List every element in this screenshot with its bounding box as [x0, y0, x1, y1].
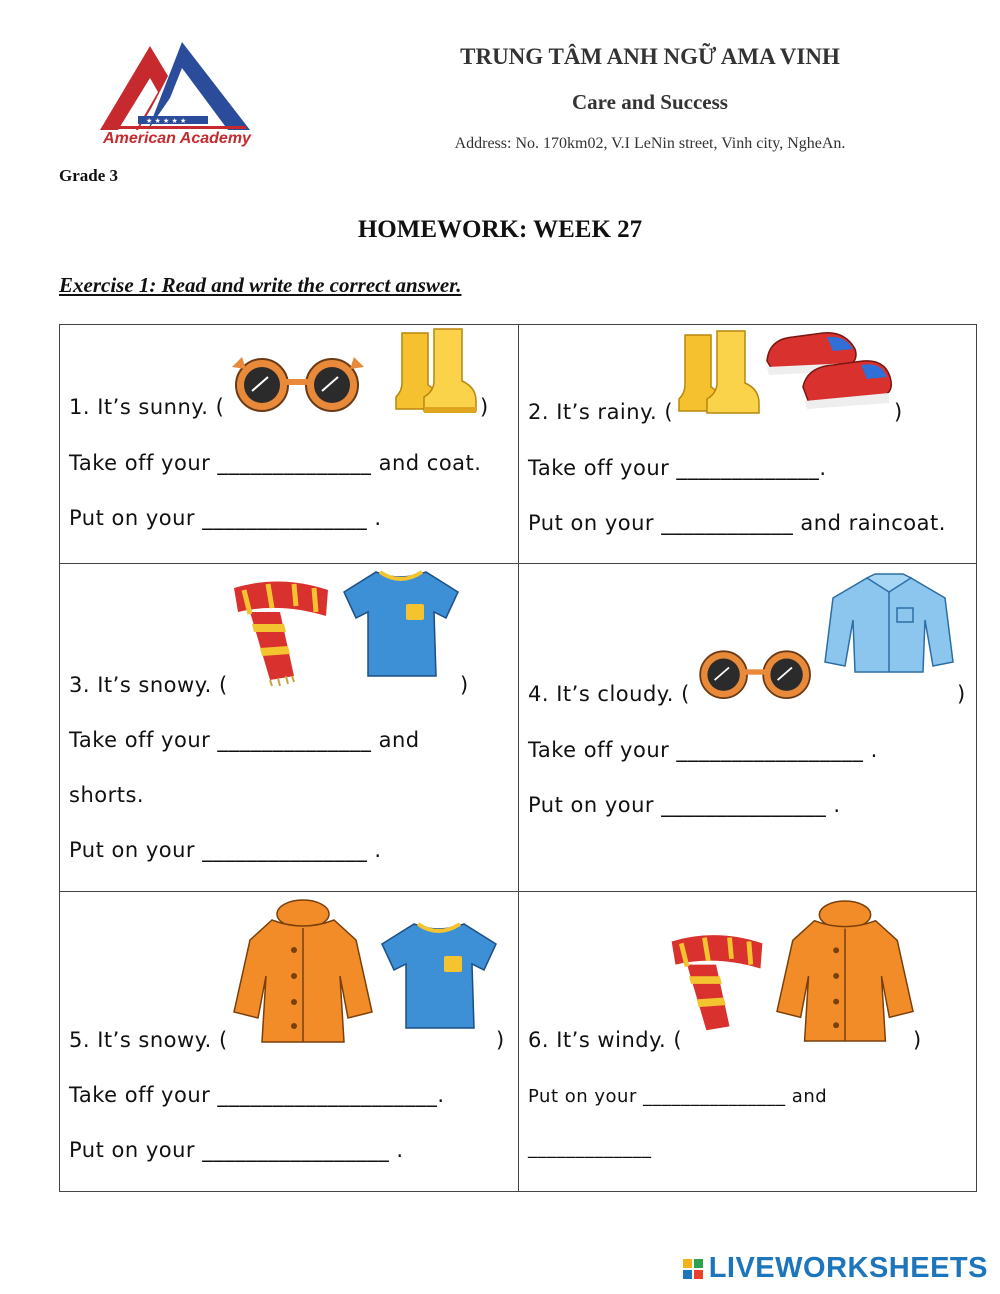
svg-text:★ ★ ★ ★ ★: ★ ★ ★ ★ ★: [146, 117, 187, 125]
instruction-line: Put on your ____________ and raincoat.: [528, 511, 946, 535]
question-text: 1. It’s sunny. (: [69, 395, 225, 419]
instruction-line: Take off your ____________________.: [69, 1083, 445, 1107]
question-cell-4: [519, 564, 977, 891]
question-text: 3. It’s snowy. (: [69, 673, 228, 697]
sunglasses-icon: [693, 642, 819, 702]
question-cell-6: [519, 892, 977, 1192]
instruction-line: Put on your _______________ .: [69, 506, 382, 530]
raincoat-icon: [232, 896, 374, 1046]
question-close: ): [496, 1028, 505, 1052]
question-text: 4. It’s cloudy. (: [528, 682, 690, 706]
question-close: ): [894, 400, 903, 424]
page-title: HOMEWORK: WEEK 27: [357, 216, 643, 243]
instruction-line: Take off your _____________.: [528, 456, 827, 480]
rain-boots-icon: [673, 329, 765, 417]
exercise-heading: Exercise 1: Read and write the correct answer.: [59, 273, 462, 297]
instruction-line: Take off your ______________ and: [69, 728, 420, 752]
address: Address: No. 170km02, V.I LeNin street, Vinh city, NgheAn.: [454, 135, 846, 152]
center-name: TRUNG TÂM ANH NGỮ AMA VINH: [460, 44, 840, 69]
question-close: ): [913, 1028, 922, 1052]
shirt-icon: [823, 572, 955, 676]
scarf-icon: [230, 572, 332, 688]
question-close: ): [957, 682, 966, 706]
question-close: ): [460, 673, 469, 697]
question-cell-1: [60, 325, 518, 563]
t-shirt-icon: [342, 568, 460, 680]
instruction-line: Take off your _________________ .: [528, 738, 878, 762]
question-cell-2: [519, 325, 977, 563]
rain-boots-icon: [390, 327, 482, 415]
question-cell-5: [60, 892, 518, 1192]
instruction-line: Put on your _______________ and: [528, 1086, 828, 1107]
logo-text: American Academy: [103, 130, 251, 147]
liveworksheets-logo-icon: [683, 1259, 703, 1279]
instruction-line: _____________: [528, 1138, 652, 1159]
instruction-line: Put on your _________________ .: [69, 1138, 404, 1162]
instruction-line: Put on your _______________ .: [528, 793, 841, 817]
liveworksheets-text: LIVEWORKSHEETS: [708, 1252, 988, 1284]
instruction-line: Put on your _______________ .: [69, 838, 382, 862]
instruction-line: Take off your ______________ and coat.: [69, 451, 482, 475]
slogan: Care and Success: [572, 90, 728, 114]
question-text: 6. It’s windy. (: [528, 1028, 683, 1052]
question-close: ): [480, 395, 489, 419]
t-shirt-icon: [380, 920, 498, 1032]
grade-label: Grade 3: [59, 166, 119, 185]
liveworksheets-brand: [683, 1252, 988, 1285]
instruction-line: shorts.: [69, 783, 145, 807]
sunglasses-icon: [228, 349, 368, 415]
sneakers-icon: [763, 327, 895, 423]
question-text: 2. It’s rainy. (: [528, 400, 674, 424]
scarf-icon: [667, 926, 767, 1038]
raincoat-icon: [775, 896, 915, 1046]
exercise-table: [59, 324, 977, 1192]
question-text: 5. It’s snowy. (: [69, 1028, 228, 1052]
question-cell-3: [60, 564, 518, 891]
